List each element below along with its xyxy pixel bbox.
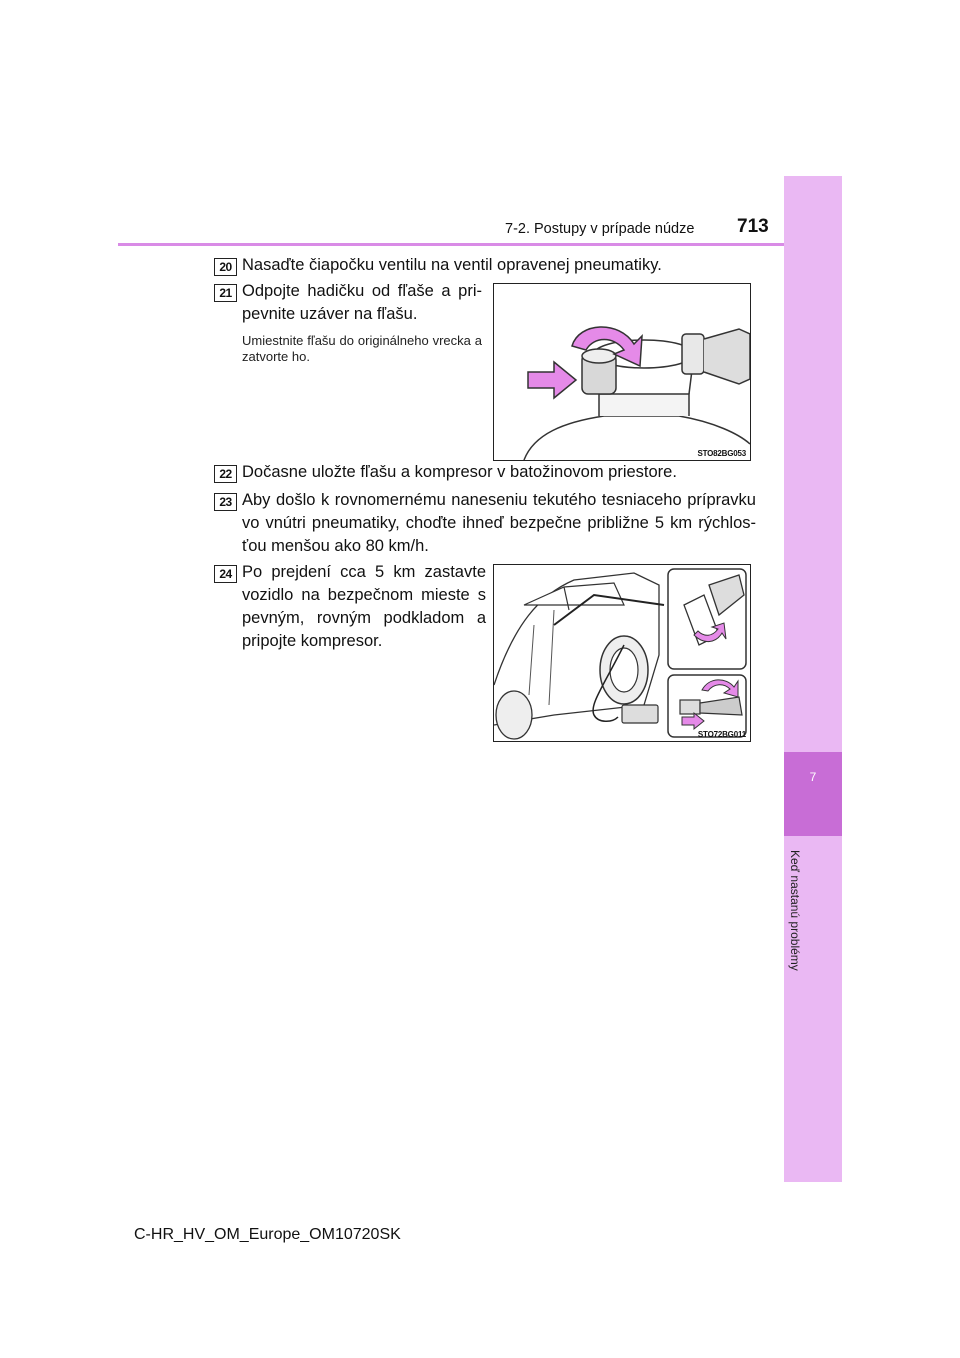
step-number-badge: 23 [214,493,237,511]
section-title: 7-2. Postupy v prípade núdze [505,221,695,237]
step-number-badge: 21 [214,284,237,302]
figure-code: STO72BG011 [697,730,746,739]
step-text: Po prejdení cca 5 km zastavte vozidlo na bezpečnom mieste s pevným, rovným podkladom a pripojte kompresor. [242,563,486,650]
step-number-badge: 22 [214,465,237,483]
step-text: Dočasne uložte fľašu a kompresor v batožinovom priestore. [242,463,677,481]
step-text: Aby došlo k rovnomernému naneseniu tekutého tesniaceho prípravku vo vnútri pneumatiky, choďte ihneď bezpečne približne 5 km rýchlos-ťou menšou ako 80 km/h. [242,491,756,555]
figure-code: STO82BG053 [697,449,746,458]
chapter-number-box [784,752,842,836]
figure-car-compressor [493,564,751,742]
bottle-cap-illustration [494,284,750,460]
chapter-number: 7 [809,770,817,784]
step-note: Umiestnite fľašu do originálneho vrecka a zatvorte ho. [242,333,482,364]
step-text: Odpojte hadičku od fľaše a pri-pevnite uzáver na fľašu. [242,282,482,323]
step-number-badge: 20 [214,258,237,276]
car-compressor-illustration [494,565,750,741]
header-divider [118,243,784,246]
step-number-badge: 24 [214,565,237,583]
figure-bottle-cap [493,283,751,461]
chapter-label: Keď nastanú problémy [788,850,802,971]
page-number: 713 [737,216,769,237]
document-id: C-HR_HV_OM_Europe_OM10720SK [134,1226,401,1243]
step-text: Nasaďte čiapočku ventilu na ventil opravenej pneumatiky. [242,256,662,274]
